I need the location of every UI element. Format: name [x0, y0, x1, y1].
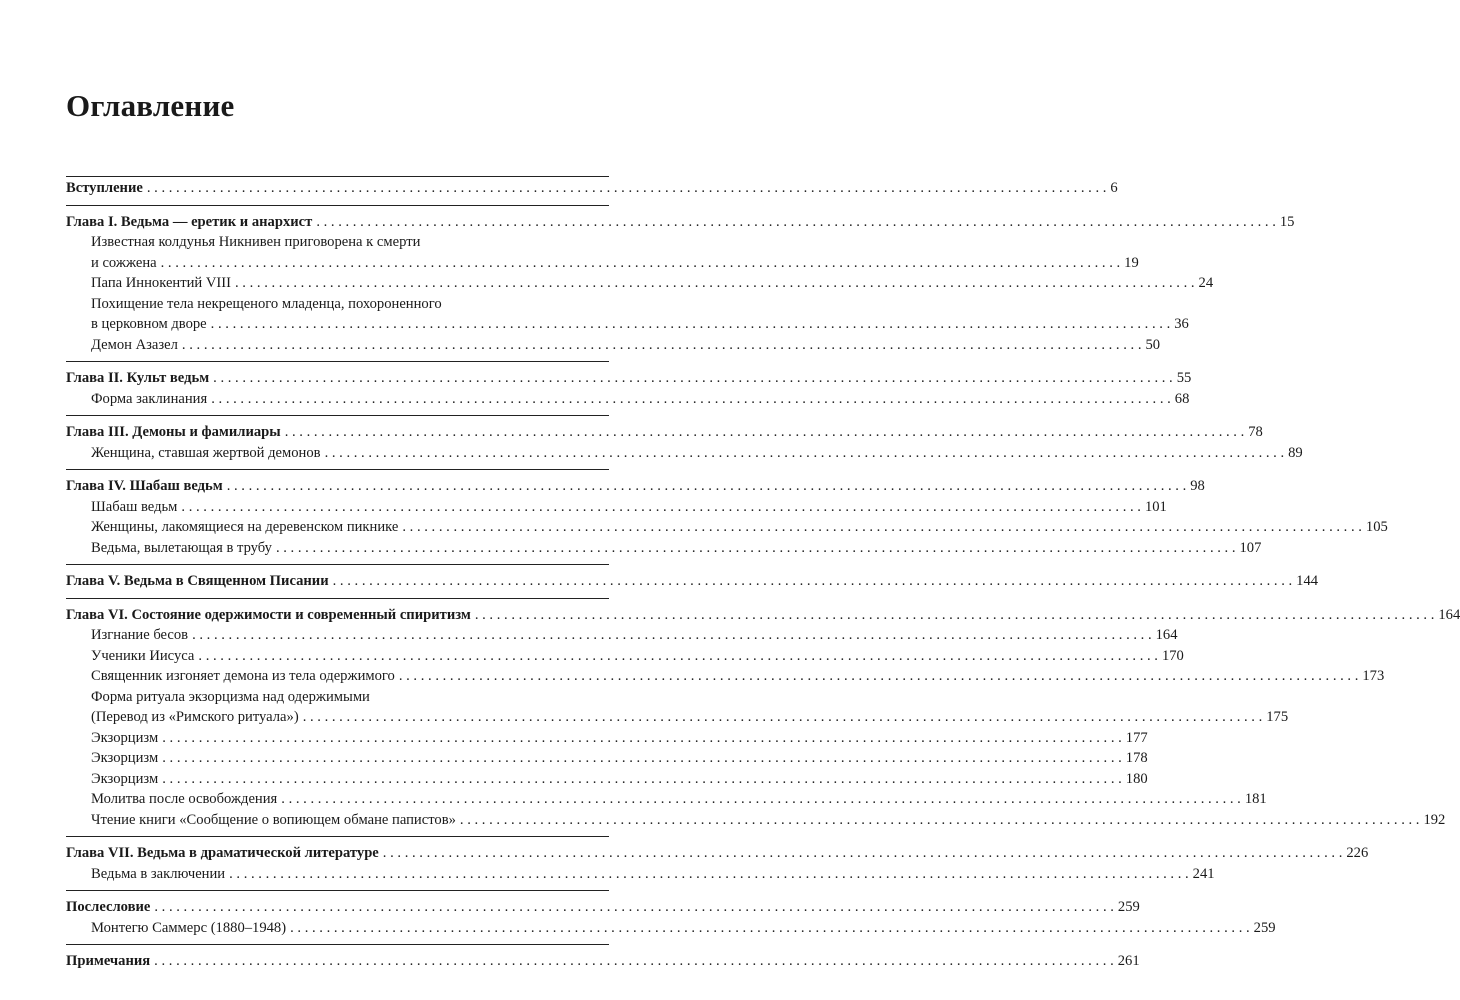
toc-page-number: 170	[1161, 647, 1184, 664]
toc-entry-title: Демон Азазел	[91, 336, 178, 353]
toc-subentry	[66, 864, 1215, 885]
toc-chapter-entry	[66, 951, 1140, 972]
toc-page-number: 68	[1174, 390, 1190, 407]
toc-page-number: 164	[1155, 627, 1178, 643]
toc-subentry	[66, 232, 609, 253]
toc-subentry	[66, 748, 1148, 769]
dot-leader	[162, 769, 1122, 790]
toc-chapter-entry	[66, 843, 1369, 864]
toc-entry-title: (Перевод из «Римского ритуала»)	[91, 709, 299, 725]
dot-leader	[162, 728, 1122, 749]
toc-subentry	[66, 497, 1167, 518]
toc-page-number: 241	[1192, 865, 1215, 882]
dot-leader	[213, 368, 1173, 389]
toc-page-number: 173	[1362, 668, 1385, 684]
toc-section	[66, 836, 1369, 890]
toc-section	[66, 205, 1295, 362]
toc-page-number: 50	[1145, 336, 1161, 353]
toc-page-number: 144	[1296, 573, 1319, 589]
dot-leader	[182, 335, 1142, 356]
toc-subentry	[66, 728, 1148, 749]
dot-leader	[303, 707, 1263, 728]
toc-subentry	[66, 707, 1289, 728]
toc-page-number: 180	[1125, 770, 1148, 787]
dot-leader	[285, 422, 1245, 443]
dot-leader	[162, 748, 1122, 769]
toc-page-number: 78	[1248, 424, 1263, 440]
toc-entry-title: Глава VI. Состояние одержимости и современный спиритизм	[66, 606, 471, 623]
toc-subentry	[66, 666, 1385, 687]
toc-page-number: 98	[1190, 478, 1205, 494]
toc-subentry	[66, 646, 1184, 667]
toc-subentry	[66, 687, 609, 708]
toc-chapter-entry	[66, 422, 1263, 443]
toc-page-number: 178	[1125, 750, 1148, 766]
toc-chapter-entry	[66, 476, 1205, 497]
toc-chapter-entry	[66, 897, 1140, 918]
toc-entry-title: в церковном дворе	[91, 316, 207, 332]
toc-chapter-entry	[66, 212, 1295, 233]
toc-chapter-entry	[66, 368, 1192, 389]
dot-leader	[211, 314, 1171, 335]
toc-entry-title: Женщины, лакомящиеся на деревенском пикнике	[91, 519, 399, 535]
toc-subentry	[66, 335, 1161, 356]
page-title: Оглавление	[66, 88, 235, 123]
toc-chapter-entry	[66, 571, 1319, 592]
toc-chapter-entry	[66, 178, 1118, 199]
dot-leader	[281, 789, 1241, 810]
toc-entry-title: Экзорцизм	[91, 770, 159, 787]
toc-section	[66, 415, 1303, 469]
dot-leader	[402, 517, 1362, 538]
dot-leader	[211, 389, 1171, 410]
toc-section	[66, 890, 1276, 944]
toc-chapter-entry	[66, 605, 1460, 626]
toc-entry-title: Форма заклинания	[91, 390, 208, 407]
dot-leader	[154, 951, 1114, 972]
toc-entry-title: Женщина, ставшая жертвой демонов	[91, 444, 321, 461]
dot-leader	[383, 843, 1343, 864]
toc-page-number: 259	[1117, 899, 1140, 915]
dot-leader	[316, 212, 1276, 233]
toc-page-number: 192	[1423, 811, 1446, 828]
toc-subentry	[66, 314, 1189, 335]
toc-entry-title: Глава II. Культ ведьм	[66, 370, 210, 386]
toc-entry-title: Экзорцизм	[91, 729, 159, 746]
toc-page-number: 105	[1365, 519, 1388, 535]
toc-page-number: 36	[1174, 316, 1189, 332]
toc-entry-title: Вступление	[66, 180, 143, 196]
dot-leader	[235, 273, 1195, 294]
toc-page-number: 177	[1125, 729, 1148, 746]
toc-entry-title: Форма ритуала экзорцизма над одержимыми	[91, 688, 370, 705]
toc-page-number: 89	[1288, 444, 1303, 461]
toc-section	[66, 469, 1388, 564]
toc-entry-title: Ученики Иисуса	[91, 647, 195, 664]
toc-subentry	[66, 517, 1388, 538]
toc-subentry	[66, 789, 1267, 810]
toc-page-number: 107	[1239, 539, 1262, 556]
dot-leader	[399, 666, 1359, 687]
dot-leader	[147, 178, 1107, 199]
toc-section	[66, 361, 1192, 415]
toc-subentry	[66, 253, 1139, 274]
toc-subentry	[66, 810, 1446, 831]
toc-entry-title: Экзорцизм	[91, 750, 159, 766]
dot-leader	[333, 571, 1293, 592]
toc-entry-title: Папа Иннокентий VIII	[91, 275, 231, 291]
toc-entry-title: Глава VII. Ведьма в драматической литературе	[66, 845, 379, 861]
dot-leader	[198, 646, 1158, 667]
dot-leader	[290, 918, 1250, 939]
dot-leader	[475, 605, 1435, 626]
dot-leader	[229, 864, 1189, 885]
toc-entry-title: Послесловие	[66, 899, 151, 915]
toc-entry-title: Похищение тела некрещеного младенца, похороненного	[91, 295, 442, 312]
toc-page-number: 181	[1244, 791, 1267, 807]
toc-page-number: 175	[1266, 709, 1289, 725]
toc-subentry	[66, 538, 1262, 559]
dot-leader	[460, 810, 1420, 831]
toc-page-number: 226	[1346, 845, 1369, 861]
toc-entry-title: Монтегю Саммерс (1880–1948)	[91, 919, 287, 936]
toc-entry-title: Ведьма, вылетающая в трубу	[91, 539, 272, 556]
dot-leader	[181, 497, 1141, 518]
toc-page-number: 259	[1253, 919, 1276, 936]
toc-subentry	[66, 769, 1148, 790]
dot-leader	[325, 443, 1285, 464]
table-of-contents	[66, 176, 1460, 978]
toc-subentry	[66, 625, 1178, 646]
dot-leader	[161, 253, 1121, 274]
dot-leader	[227, 476, 1187, 497]
toc-entry-title: Глава I. Ведьма — еретик и анархист	[66, 213, 313, 230]
toc-subentry	[66, 273, 1214, 294]
toc-entry-title: Молитва после освобождения	[91, 791, 278, 807]
toc-entry-title: Священник изгоняет демона из тела одержимого	[91, 668, 395, 684]
toc-entry-title: Примечания	[66, 953, 151, 969]
toc-subentry	[66, 389, 1190, 410]
toc-entry-title: Глава IV. Шабаш ведьм	[66, 478, 223, 494]
toc-page-number: 164	[1438, 606, 1460, 623]
toc-page-number: 6	[1110, 180, 1118, 196]
toc-section	[66, 176, 1118, 205]
toc-page-number: 19	[1124, 254, 1139, 271]
toc-entry-title: Ведьма в заключении	[91, 865, 226, 882]
toc-subentry	[66, 443, 1303, 464]
toc-page-number: 101	[1144, 498, 1167, 515]
toc-section	[66, 598, 1460, 837]
toc-entry-title: Глава III. Демоны и фамилиары	[66, 424, 281, 440]
toc-entry-title: Шабаш ведьм	[91, 498, 178, 515]
toc-entry-title: Глава V. Ведьма в Священном Писании	[66, 573, 329, 589]
dot-leader	[192, 625, 1152, 646]
dot-leader	[276, 538, 1236, 559]
toc-page-number: 55	[1176, 370, 1192, 386]
toc-page-number: 24	[1198, 275, 1214, 291]
toc-page-number: 261	[1117, 953, 1140, 969]
toc-page-number: 15	[1279, 213, 1295, 230]
toc-subentry	[66, 918, 1276, 939]
toc-section	[66, 564, 1319, 598]
toc-section	[66, 944, 1140, 978]
dot-leader	[154, 897, 1114, 918]
toc-entry-title: Известная колдунья Никнивен приговорена к смерти	[91, 234, 421, 250]
toc-entry-title: Изгнание бесов	[91, 627, 189, 643]
toc-subentry	[66, 294, 609, 315]
toc-entry-title: и сожжена	[91, 254, 157, 271]
toc-entry-title: Чтение книги «Сообщение о вопиющем обмане папистов»	[91, 811, 456, 828]
